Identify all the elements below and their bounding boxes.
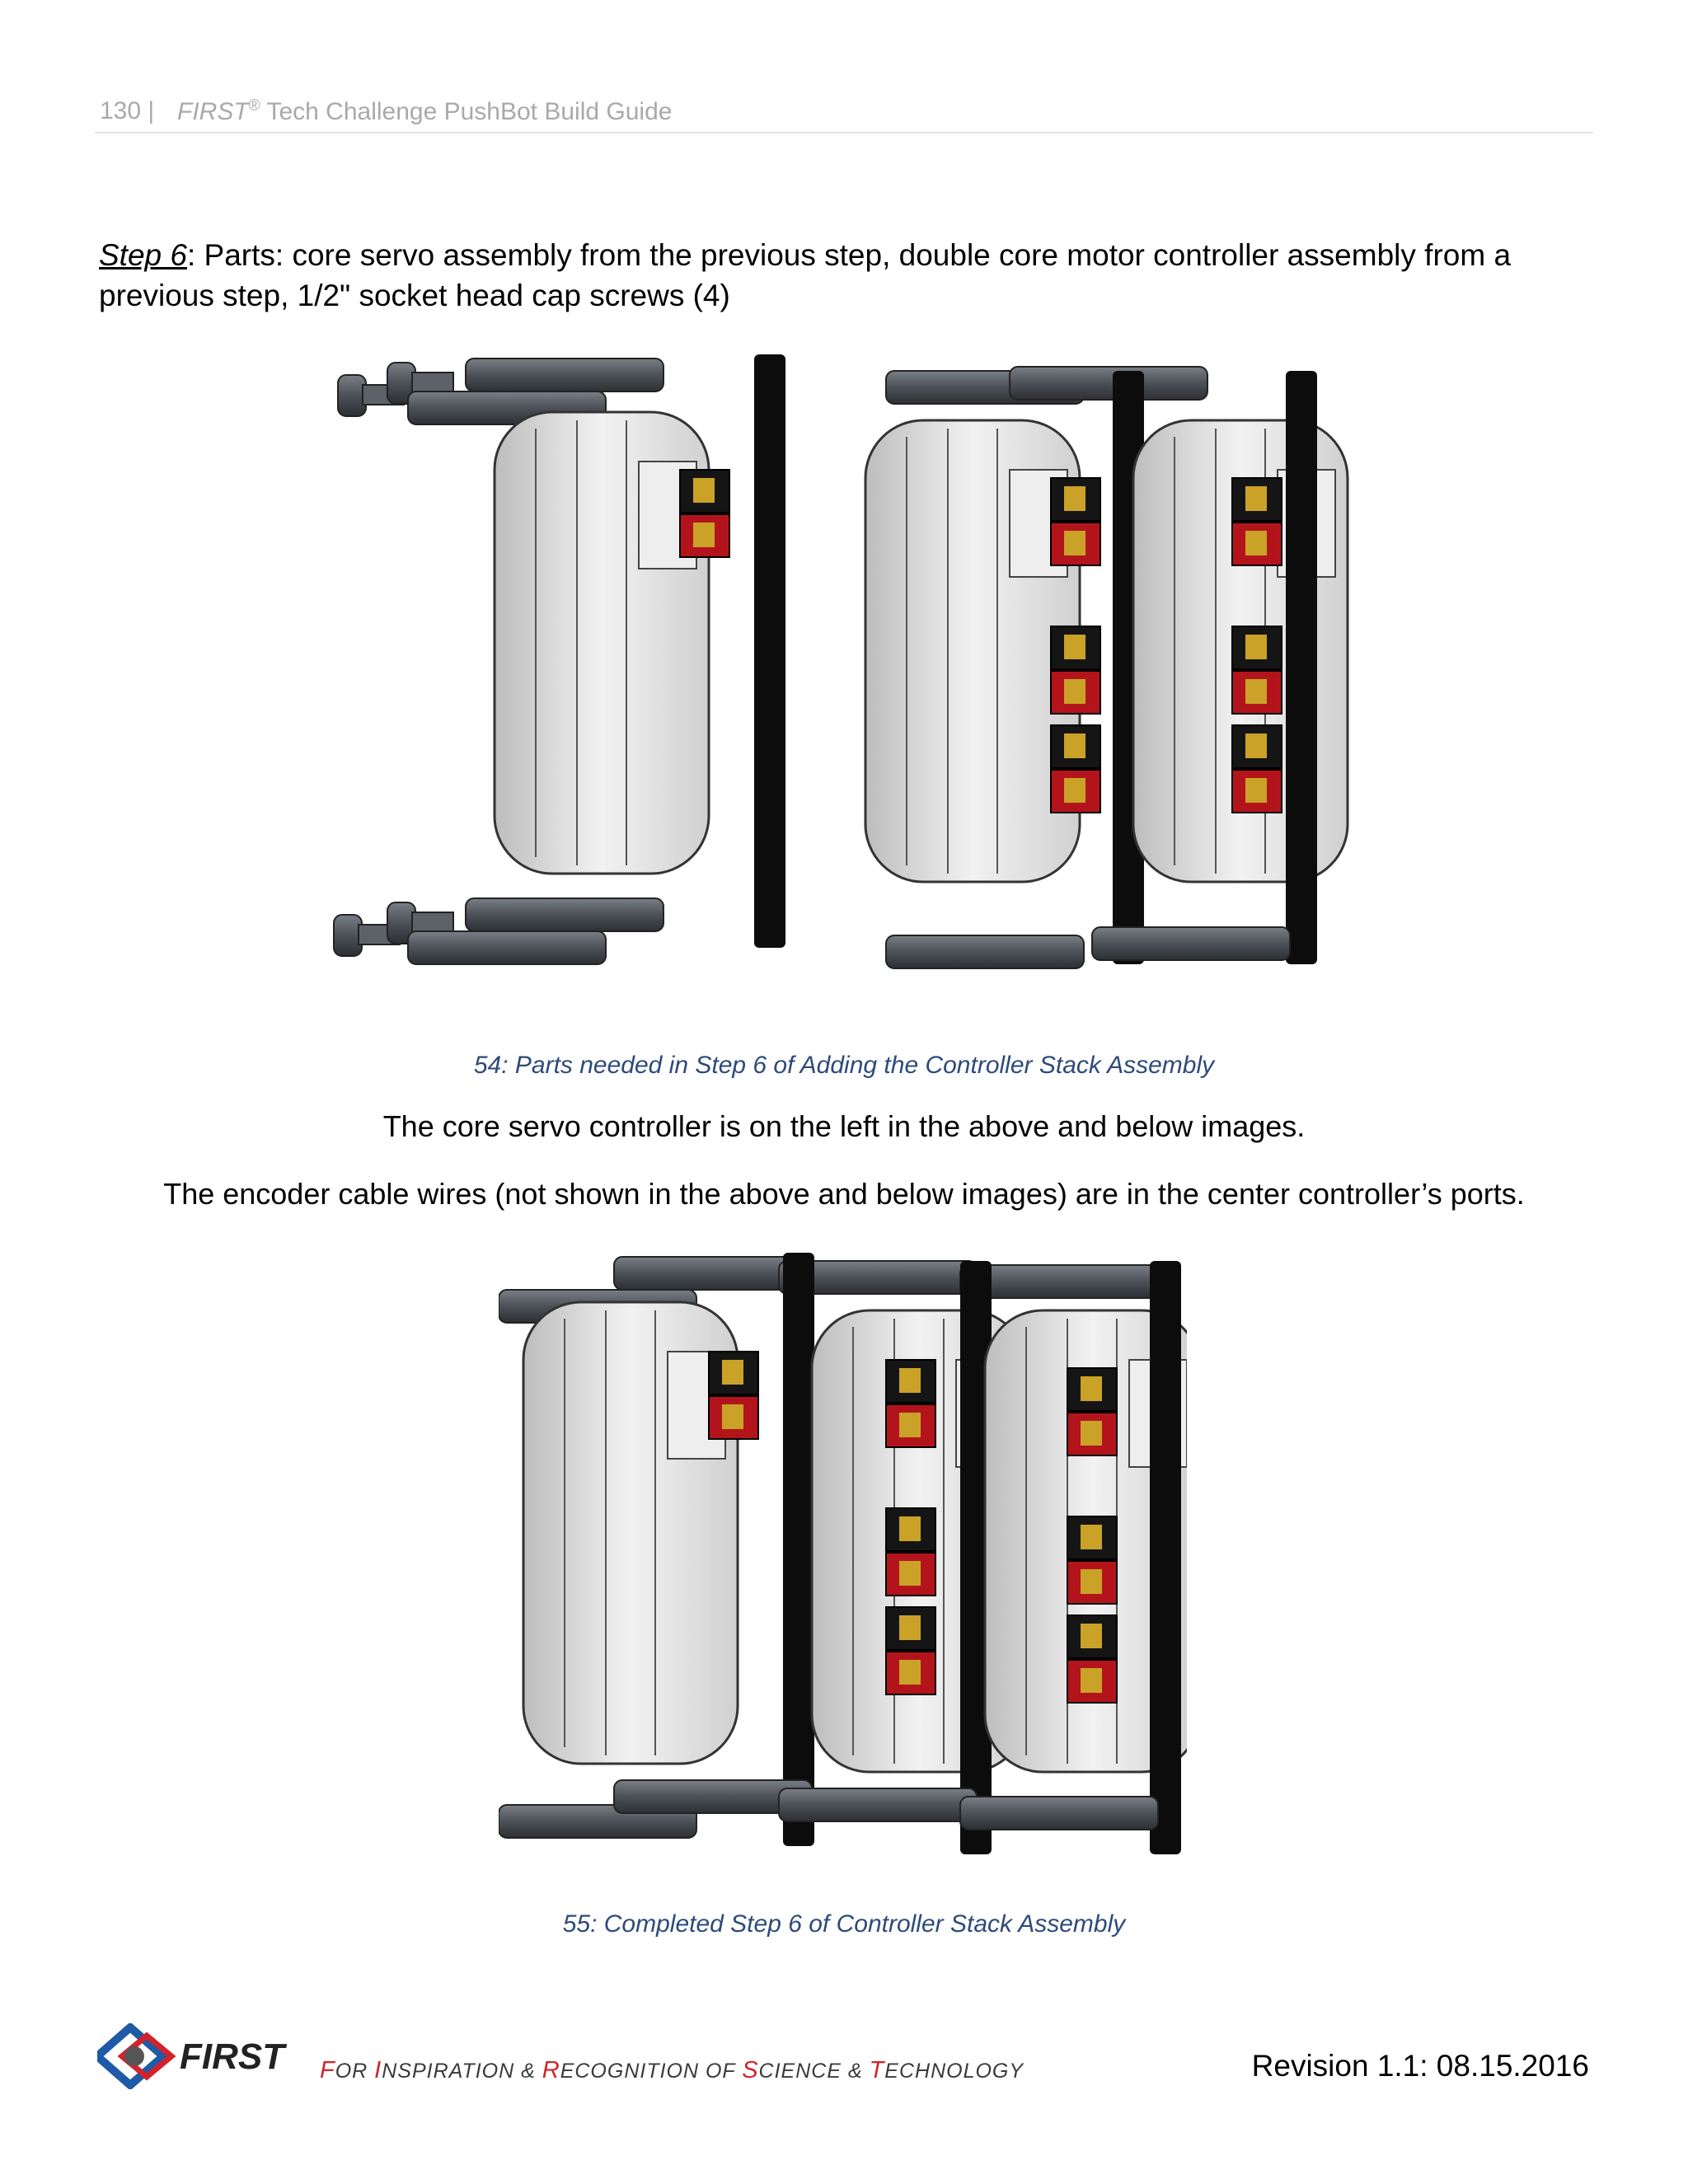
tagline-segment: T [869, 2057, 885, 2083]
step-paragraph [99, 235, 1582, 316]
tagline-segment: F [320, 2057, 335, 2083]
tagline-segment: OR [335, 2060, 375, 2083]
logo-text: FIRST [180, 2036, 285, 2077]
document-title [177, 97, 672, 126]
tagline-segment: ECOGNITION OF [560, 2060, 743, 2083]
first-logo [97, 2023, 312, 2089]
figure-caption-55: 55: Completed Step 6 of Controller Stack Assembly [562, 1910, 1126, 1938]
page-header [95, 92, 1593, 134]
title-rest: Tech Challenge PushBot Build Guide [260, 98, 673, 125]
body-line-servo-position: The core servo controller is on the left in the above and below images. [382, 1109, 1306, 1143]
tagline-segment: CIENCE & [758, 2060, 870, 2083]
title-first-word: FIRST [177, 98, 249, 125]
step-label: Step 6 [99, 238, 187, 272]
body-line-encoder-cables: The encoder cable wires (not shown in the above and below images) are in the center controller’s ports. [163, 1177, 1525, 1211]
tagline-segment: NSPIRATION & [382, 2060, 542, 2083]
step-text: : Parts: core servo assembly from the previous step, double core motor controller assembly from a previous step, 1/2" socket head cap screws (4) [99, 238, 1512, 312]
tagline-segment: ECHNOLOGY [884, 2060, 1025, 2083]
tagline-segment: S [742, 2057, 759, 2083]
figure-parts-step6 [326, 354, 1368, 997]
tagline-segment: R [542, 2057, 560, 2083]
figure-caption-54: 54: Parts needed in Step 6 of Adding the Controller Stack Assembly [473, 1052, 1215, 1079]
page-number: 130 | [100, 97, 155, 124]
first-tagline [320, 2057, 1024, 2084]
figure-completed-step6 [499, 1253, 1187, 1863]
tagline-segment: I [374, 2057, 382, 2083]
registered-mark: ® [248, 97, 260, 115]
revision-label: Revision 1.1: 08.15.2016 [1251, 2049, 1589, 2083]
